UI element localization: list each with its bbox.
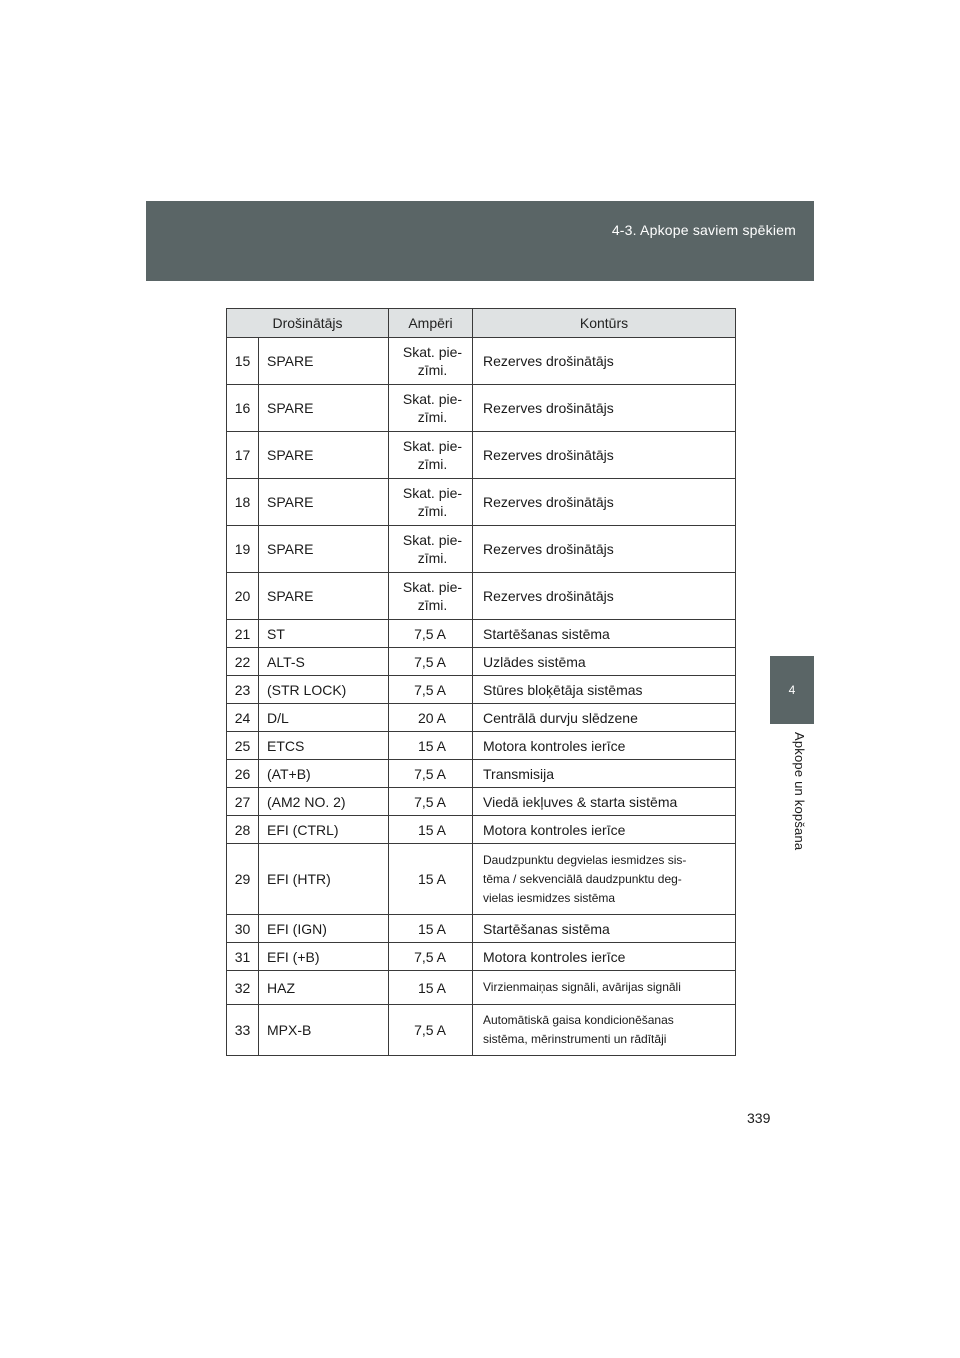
table-row xyxy=(227,971,736,1005)
fuse-name: ETCS xyxy=(259,732,389,760)
fuse-amperage xyxy=(389,479,473,526)
fuse-name: EFI (HTR) xyxy=(259,844,389,915)
circuit-line: Automātiskā gaisa kondicionēšanas xyxy=(483,1013,674,1027)
fuse-name: HAZ xyxy=(259,971,389,1005)
table-row xyxy=(227,704,736,732)
table-row xyxy=(227,432,736,479)
table-row xyxy=(227,385,736,432)
amperage-line: zīmi. xyxy=(417,503,448,519)
fuse-number: 24 xyxy=(227,704,259,732)
table-row xyxy=(227,676,736,704)
chapter-label: Apkope un kopšana xyxy=(792,732,807,851)
chapter-tab xyxy=(770,656,814,724)
circuit-line: vielas iesmidzes sistēma xyxy=(483,890,616,905)
fuse-number: 21 xyxy=(227,620,259,648)
chapter-number: 4 xyxy=(788,683,796,697)
fuse-number: 19 xyxy=(227,526,259,573)
fuse-number: 33 xyxy=(227,1005,259,1056)
fuse-circuit: Rezerves drošinātājs xyxy=(473,432,736,479)
fuse-amperage: 15 A xyxy=(389,732,473,760)
fuse-number: 30 xyxy=(227,915,259,943)
fuse-number: 29 xyxy=(227,844,259,915)
circuit-line: tēma / sekvenciālā daudzpunktu deg- xyxy=(483,871,682,886)
fuse-name: SPARE xyxy=(259,573,389,620)
fuse-name: SPARE xyxy=(259,479,389,526)
fuse-circuit: Virzienmaiņas signāli, avārijas signāli xyxy=(473,971,736,1005)
amperage-line: zīmi. xyxy=(417,597,448,613)
fuse-number: 31 xyxy=(227,943,259,971)
table-row xyxy=(227,760,736,788)
fuse-circuit: Rezerves drošinātājs xyxy=(473,526,736,573)
table-row xyxy=(227,1005,736,1056)
fuse-amperage: 7,5 A xyxy=(389,620,473,648)
amperage-line: Skat. pie- xyxy=(402,344,463,360)
table-header-row xyxy=(227,309,736,338)
fuse-circuit: Viedā iekļuves & starta sistēma xyxy=(473,788,736,816)
fuse-amperage: 7,5 A xyxy=(389,943,473,971)
header-fuse: Drošinātājs xyxy=(227,309,389,338)
fuse-number: 23 xyxy=(227,676,259,704)
fuse-circuit: Startēšanas sistēma xyxy=(473,915,736,943)
table-row xyxy=(227,844,736,915)
fuse-number: 28 xyxy=(227,816,259,844)
fuse-circuit xyxy=(473,844,736,915)
fuse-name: ST xyxy=(259,620,389,648)
fuse-number: 20 xyxy=(227,573,259,620)
fuse-name: (STR LOCK) xyxy=(259,676,389,704)
fuse-circuit: Uzlādes sistēma xyxy=(473,648,736,676)
fuse-name: EFI (IGN) xyxy=(259,915,389,943)
fuse-name: EFI (CTRL) xyxy=(259,816,389,844)
fuse-name: SPARE xyxy=(259,432,389,479)
fuse-circuit: Motora kontroles ierīce xyxy=(473,732,736,760)
fuse-circuit: Rezerves drošinātājs xyxy=(473,338,736,385)
table-row xyxy=(227,573,736,620)
circuit-line: sistēma, mērinstrumenti un rādītāji xyxy=(483,1032,667,1046)
fuse-circuit: Transmisija xyxy=(473,760,736,788)
table-row xyxy=(227,732,736,760)
table-row xyxy=(227,526,736,573)
fuse-amperage: 7,5 A xyxy=(389,788,473,816)
fuse-name: SPARE xyxy=(259,385,389,432)
fuse-name: (AT+B) xyxy=(259,760,389,788)
fuse-amperage: 7,5 A xyxy=(389,676,473,704)
fuse-table xyxy=(226,308,736,1056)
amperage-line: zīmi. xyxy=(417,362,448,378)
fuse-number: 22 xyxy=(227,648,259,676)
fuse-amperage: 7,5 A xyxy=(389,760,473,788)
fuse-number: 27 xyxy=(227,788,259,816)
fuse-amperage xyxy=(389,338,473,385)
fuse-circuit: Rezerves drošinātājs xyxy=(473,573,736,620)
amperage-line: zīmi. xyxy=(417,456,448,472)
fuse-circuit: Rezerves drošinātājs xyxy=(473,479,736,526)
fuse-name: ALT-S xyxy=(259,648,389,676)
fuse-name: D/L xyxy=(259,704,389,732)
amperage-line: Skat. pie- xyxy=(402,391,463,407)
fuse-number: 26 xyxy=(227,760,259,788)
amperage-line: zīmi. xyxy=(417,550,448,566)
fuse-number: 32 xyxy=(227,971,259,1005)
fuse-circuit: Startēšanas sistēma xyxy=(473,620,736,648)
table-row xyxy=(227,943,736,971)
circuit-line: Daudzpunktu degvielas iesmidzes sis- xyxy=(483,852,687,867)
fuse-amperage xyxy=(389,573,473,620)
fuse-circuit: Motora kontroles ierīce xyxy=(473,816,736,844)
fuse-amperage: 20 A xyxy=(389,704,473,732)
fuse-circuit: Stūres bloķētāja sistēmas xyxy=(473,676,736,704)
fuse-name: EFI (+B) xyxy=(259,943,389,971)
table-row xyxy=(227,915,736,943)
fuse-circuit: Centrālā durvju slēdzene xyxy=(473,704,736,732)
header-circuit: Kontūrs xyxy=(473,309,736,338)
fuse-number: 15 xyxy=(227,338,259,385)
fuse-number: 17 xyxy=(227,432,259,479)
header-amperes: Ampēri xyxy=(389,309,473,338)
fuse-name: (AM2 NO. 2) xyxy=(259,788,389,816)
fuse-number: 16 xyxy=(227,385,259,432)
table-row xyxy=(227,816,736,844)
fuse-number: 25 xyxy=(227,732,259,760)
fuse-amperage xyxy=(389,385,473,432)
fuse-circuit xyxy=(473,1005,736,1056)
fuse-amperage: 15 A xyxy=(389,844,473,915)
amperage-line: zīmi. xyxy=(417,409,448,425)
section-header-bar xyxy=(146,201,814,281)
fuse-amperage: 15 A xyxy=(389,971,473,1005)
amperage-line: Skat. pie- xyxy=(402,579,463,595)
fuse-number: 18 xyxy=(227,479,259,526)
table-row xyxy=(227,338,736,385)
section-title: 4-3. Apkope saviem spēkiem xyxy=(611,222,796,238)
table-row xyxy=(227,479,736,526)
amperage-line: Skat. pie- xyxy=(402,438,463,454)
amperage-line: Skat. pie- xyxy=(402,532,463,548)
fuse-amperage: 7,5 A xyxy=(389,648,473,676)
fuse-name: SPARE xyxy=(259,526,389,573)
fuse-name: MPX-B xyxy=(259,1005,389,1056)
fuse-amperage: 7,5 A xyxy=(389,1005,473,1056)
fuse-amperage xyxy=(389,432,473,479)
fuse-amperage xyxy=(389,526,473,573)
table-row xyxy=(227,620,736,648)
fuse-circuit: Motora kontroles ierīce xyxy=(473,943,736,971)
fuse-circuit: Rezerves drošinātājs xyxy=(473,385,736,432)
fuse-amperage: 15 A xyxy=(389,915,473,943)
amperage-line: Skat. pie- xyxy=(402,485,463,501)
table-row xyxy=(227,788,736,816)
fuse-name: SPARE xyxy=(259,338,389,385)
fuse-amperage: 15 A xyxy=(389,816,473,844)
table-row xyxy=(227,648,736,676)
page-number: 339 xyxy=(747,1110,771,1126)
